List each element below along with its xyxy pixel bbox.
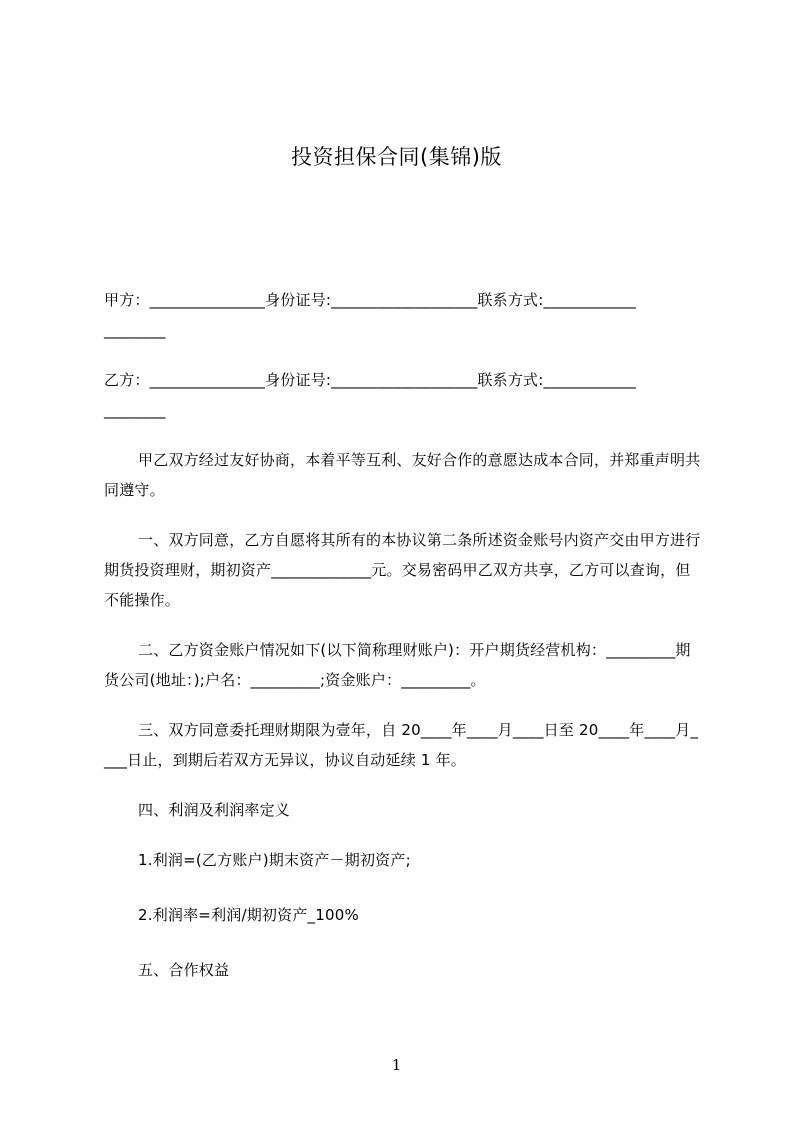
party-b-line: 乙方：_______________身份证号:___________________联系方式:____________ (104, 371, 636, 389)
clause-3-paragraph: 三、双方同意委托理财期限为壹年，自 20____年____月____日至 20____年____月____日止，到期后若双方无异议，协议自动延续 1 年。 (104, 721, 699, 769)
clause-4-heading: 四、利润及利润率定义 (138, 801, 291, 819)
party-a-line: 甲方：_______________身份证号:___________________联系方式:____________ (104, 291, 636, 309)
party-b-line-continuation: ________ (104, 401, 166, 419)
clause-2-paragraph: 二、乙方资金账户情况如下(以下简称理财账户)：开户期货经营机构：_________期货公司(地址：);户名：_________;资金账户：_________。 (104, 641, 691, 689)
preamble-paragraph: 甲乙双方经过友好协商，本着平等互利、友好合作的意愿达成本合同，并郑重声明共同遵守。 (104, 451, 701, 499)
document-title: 投资担保合同(集锦)版 (291, 145, 502, 169)
clause-5-heading: 五、合作权益 (138, 961, 230, 979)
clause-4-item-1: 1.利润=(乙方账户)期末资产－期初资产; (138, 851, 411, 869)
party-a-line-continuation: ________ (104, 321, 166, 339)
clause-1-paragraph: 一、双方同意，乙方自愿将其所有的本协议第二条所述资金账号内资产交由甲方进行期货投资理财，期初资产_____________元。交易密码甲乙双方共享，乙方可以查询，但不能操作。 (104, 531, 701, 609)
clause-4-item-2: 2.利润率=利润/期初资产_100% (138, 906, 359, 924)
page-number: 1 (391, 1056, 402, 1074)
